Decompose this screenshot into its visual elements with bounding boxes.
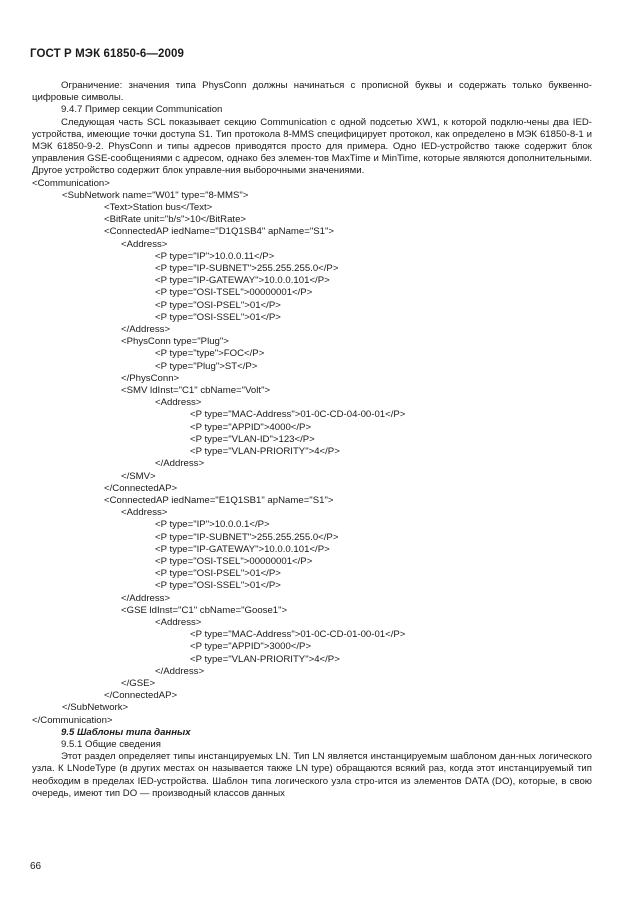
code-line: </Address> <box>121 592 171 604</box>
code-line: <SMV ldInst="C1" cbName="Volt"> <box>121 385 271 397</box>
code-line: <P type="VLAN-PRIORITY">4</P> <box>190 446 340 458</box>
code-line: <P type="IP">10.0.0.1</P> <box>155 519 270 531</box>
code-line: <ConnectedAP iedName="D1Q1SB4" apName="S1"> <box>104 226 334 238</box>
code-line: <P type="IP">10.0.0.11</P> <box>155 250 275 262</box>
restriction-paragraph: Ограничение: значения типа PhysConn должны начинаться с прописной буквы и содержать только буквенно-цифровые символы. <box>32 80 592 104</box>
code-line: </Address> <box>121 324 171 336</box>
code-line: <SubNetwork name="W01" type="8-MMS"> <box>62 189 249 201</box>
code-line: <P type="OSI-TSEL">00000001</P> <box>155 287 313 299</box>
section-9-5-1-paragraph: Этот раздел определяет типы инстанцируемых LN. Тип LN является инстанцируемым шаблоном дан-ных логического узла. К LNodeType (в других местах он называется также LN type) обращаются всякий раз, когда этот инстанцируемый тип необходим в пределах IED-устройства. Шаблон типа логического узла стро-ится из элементов DATA (DO), которые, в свою очередь, имеют тип DO — производный классов данных <box>32 751 592 799</box>
code-line: <P type="VLAN-ID">123</P> <box>190 433 315 445</box>
code-line: </GSE> <box>121 677 156 689</box>
code-line: <P type="IP-SUBNET">255.255.255.0</P> <box>155 263 339 275</box>
section-9-5-heading: 9.5 Шаблоны типа данных <box>61 726 191 738</box>
xml-code-listing <box>32 178 592 727</box>
code-line: </SubNetwork> <box>62 702 129 714</box>
code-line: <P type="IP-GATEWAY">10.0.0.101</P> <box>155 543 330 555</box>
code-line: <P type="IP-SUBNET">255.255.255.0</P> <box>155 531 339 543</box>
description-paragraph: Следующая часть SCL показывает секцию Communication с одной подсетью XW1, к которой подклю-чены два IED-устройства, имеющие точки доступа S1. Тип протокола 8-MMS специфицирует протокол, как определено в МЭК 61850-8-1 и МЭК 61850-9-2. PhysConn и типы адресов приводятся просто для примера. Одно IED-устройство также содержит блок управления GSE-сообщениями с адресом, однако без элемен-тов MaxTime и MinTime, которые являются дополнительными. Другое устройство содержит блок управле-ния выборочными значениями. <box>32 116 592 177</box>
code-line: <P type="type">FOC</P> <box>155 348 265 360</box>
code-line: <P type="OSI-SSEL">01</P> <box>155 311 281 323</box>
section-9-4-7-heading: 9.4.7 Пример секции Communication <box>61 104 223 116</box>
code-line: <Address> <box>121 238 168 250</box>
code-line: <Text>Station bus</Text> <box>104 202 213 214</box>
page-header: ГОСТ Р МЭК 61850-6—2009 <box>30 48 184 60</box>
code-line: <P type="Plug">ST</P> <box>155 360 258 372</box>
code-line: <P type="MAC-Address">01-0C-CD-01-00-01</P> <box>190 629 406 641</box>
code-line: <P type="OSI-PSEL">01</P> <box>155 568 281 580</box>
code-line: <P type="OSI-PSEL">01</P> <box>155 299 281 311</box>
code-line: </ConnectedAP> <box>104 690 178 702</box>
code-line: </ConnectedAP> <box>104 482 178 494</box>
code-line: </SMV> <box>121 470 156 482</box>
code-line: <Address> <box>121 507 168 519</box>
code-line: </PhysConn> <box>121 372 180 384</box>
code-line: </Communication> <box>32 714 113 726</box>
code-line: <BitRate unit="b/s">10</BitRate> <box>104 214 247 226</box>
page-content <box>32 80 592 800</box>
code-line: <Address> <box>155 397 202 409</box>
code-line: <ConnectedAP iedName="E1Q1SB1" apName="S1"> <box>104 494 334 506</box>
code-line: <PhysConn type="Plug"> <box>121 336 229 348</box>
code-line: <Address> <box>155 616 202 628</box>
section-9-5-1-heading: 9.5.1 Общие сведения <box>61 738 161 750</box>
code-line: <Communication> <box>32 177 110 189</box>
code-line: <GSE ldInst="C1" cbName="Goose1"> <box>121 604 288 616</box>
code-line: <P type="OSI-TSEL">00000001</P> <box>155 555 313 567</box>
code-line: <P type="OSI-SSEL">01</P> <box>155 580 281 592</box>
code-line: <P type="VLAN-PRIORITY">4</P> <box>190 653 340 665</box>
code-line: <P type="APPID">4000</P> <box>190 421 312 433</box>
page-number: 66 <box>30 861 42 872</box>
code-line: <P type="IP-GATEWAY">10.0.0.101</P> <box>155 275 330 287</box>
code-line: </Address> <box>155 665 205 677</box>
code-line: </Address> <box>155 458 205 470</box>
code-line: <P type="APPID">3000</P> <box>190 641 312 653</box>
code-line: <P type="MAC-Address">01-0C-CD-04-00-01</P> <box>190 409 406 421</box>
